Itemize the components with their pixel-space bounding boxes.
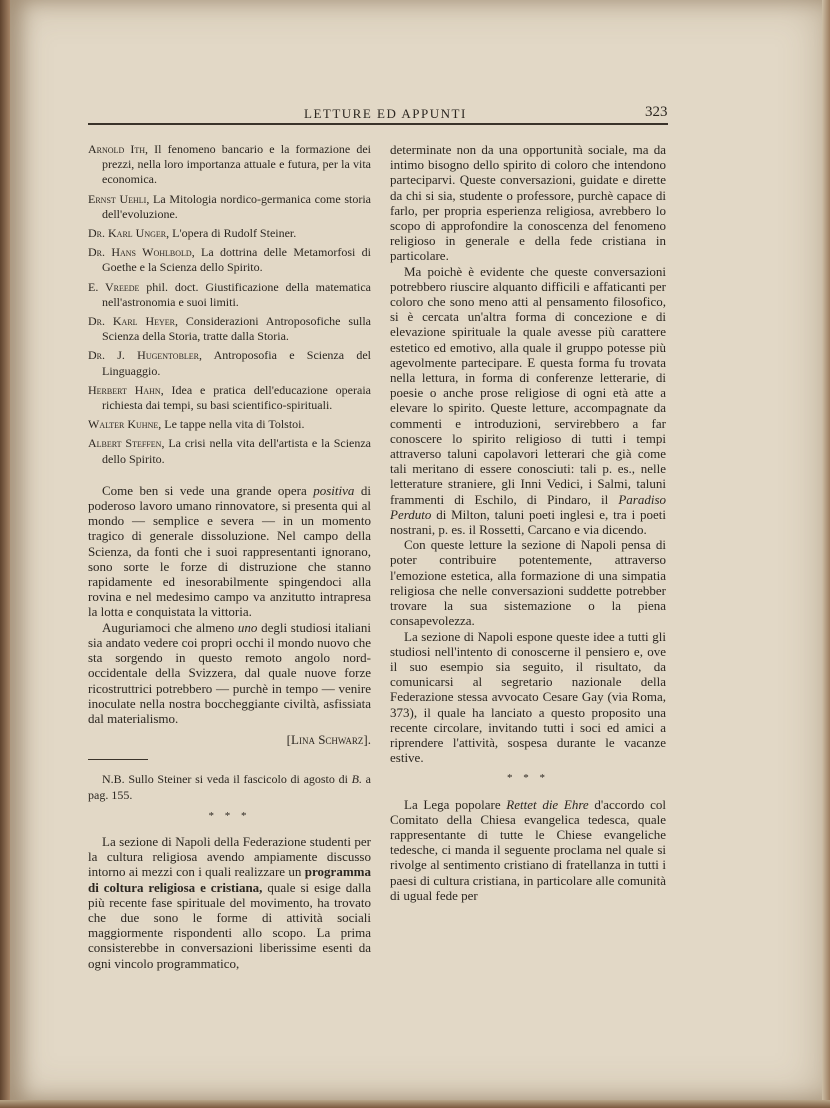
bibliography-entry [88, 226, 371, 241]
bibliography-title: , La dottrina delle Metamorfosi di Goethe e la Scienza dello Spirito. [102, 245, 372, 275]
bibliography-title: , L'opera di Rudolf Steiner. [166, 226, 297, 241]
emphasis: uno [237, 619, 258, 635]
emphasis: positiva [313, 482, 355, 498]
bibliography-author: Albert Steffen [88, 436, 162, 451]
text-run: Come ben si vede una grande opera [102, 482, 314, 498]
bibliography-entry [88, 436, 371, 466]
right-column [390, 142, 666, 903]
text-run: La sezione di Napoli della Federazione studenti per la cultura religiosa avendo ampiamente discusso intorno ai mezzi con i quali realizzare un [88, 833, 371, 880]
bibliography-author: Dr. Hans Wohlbold [88, 245, 192, 260]
text-run: a pag. 155. [88, 772, 372, 802]
bibliography-entry [88, 192, 371, 222]
page-number: 323 [645, 104, 668, 120]
bibliography-entry [88, 417, 371, 432]
paragraph: La sezione di Napoli espone queste idee a tutti gli studiosi nell'intento di conoscerne il pensiero e, ove il suo esempio sia seguito, il risultato, da comunicarsi al segretario nazionale della Federazione stessa avvocato Cesare Gay (via Roma, 373), il quale ha lanciato a questo proposito una recente circolare, invitando tutti i soci ed amici a riprendere l'attività, sospesa durante le vacanze estive. [390, 628, 666, 766]
running-head: LETTURE ED APPUNTI [304, 106, 467, 121]
bibliography-entry [88, 348, 371, 378]
author-signature [88, 732, 371, 747]
text-run: d'accordo col Comitato della Chiesa evangelica tedesca, quale rappresentante di tutte le Chiese evangeliche tedesche, ci manda il seguente proclama nel quale si rivolge al sentimento cristiano di fratellanza in tutti i paesi di cultura cristiana, in particolare alle comunità di ugual fede per [390, 796, 666, 903]
bibliography-author: Dr. Karl Heyer [88, 314, 176, 329]
book-spine-shadow [0, 0, 10, 1108]
text-run: degli studiosi italiani sia andato vedere coi propri occhi il mondo nuovo che sta sorgendo in questo remoto angolo nord-occidentale della Svizzera, dal quale nuove forze ricostruttrici potrebbero — purchè in tempo — venire inoculate nella nostra boccheggiante civiltà, asfissiata dal materialismo. [88, 619, 371, 726]
paragraph [390, 264, 666, 538]
left-column [88, 142, 371, 971]
page-right-edge [822, 0, 830, 1108]
bibliography-title: , Idea e pratica dell'educazione operaia richiesta dai tempi, su basi scientifico-spirituali. [102, 382, 371, 413]
bibliography-entry [88, 245, 371, 275]
bibliography-title: , Il fenomeno bancario e la formazione dei prezzi, nella loro importanza attuale e futura, per la vita economica. [102, 142, 371, 187]
page-header [88, 100, 668, 122]
bibliography-author: Walter Kuhne [88, 417, 159, 432]
bibliography-author: Herbert Hahn [88, 382, 161, 397]
emphasis: Rettet die Ehre [506, 796, 589, 812]
bibliography-title: , La crisi nella vita dell'artista e la Scienza dello Spirito. [102, 436, 372, 466]
bibliography-title: , Le tappe nella vita di Tolstoi. [158, 417, 305, 432]
section-separator: * * * [208, 809, 251, 822]
text-run: di Milton, taluni poeti inglesi e, tra i poeti nostrani, p. es. il Rossetti, Carcano e via dicendo. [390, 506, 666, 538]
bold-text: programma di coltura religiosa e cristiana, [88, 864, 371, 895]
bibliography-entry [88, 314, 371, 344]
text-run: Auguriamoci che almeno [102, 619, 238, 635]
paragraph [88, 483, 371, 620]
separator-rule [88, 759, 148, 760]
footnote [88, 772, 371, 802]
bibliography-author: E. Vreede [88, 279, 140, 294]
bibliography-entry [88, 280, 371, 310]
emphasis: Paradiso Perduto [390, 491, 666, 522]
text-run: La Lega popolare [404, 796, 507, 812]
bibliography-author: Dr. J. Hugentobler [88, 348, 200, 363]
text-run: quale si esige dalla più recente fase spirituale del movimento, ha trovato che due sono le forme di attività sociali maggiormente rispondenti allo scopo. La prima consisterebbe in conversazioni liberissime esenti da ogni vincolo programmatico, [88, 879, 371, 971]
paragraph [88, 620, 371, 726]
bibliography-author: Ernst Uehli [88, 191, 147, 206]
text-run: di poderoso lavoro umano rinnovatore, si presenta qui al mondo — semplice e severa — in un momento tragico di generale dissoluzione. Nel campo della Scienza, da fonti che i suoi rappresentanti ignorano, sono sorte le forze di distruzione che stanno rapidamente ed inesorabilmente spingendoci alla rovina e nel medesimo campo va anzitutto intrapresa la lotta e conquistata la vittoria. [88, 482, 371, 620]
text-run: N.B. Sullo Steiner si veda il fascicolo di agosto di [102, 772, 352, 787]
bibliography-author: Arnold Ith [88, 142, 146, 156]
section-separator: * * * [507, 772, 549, 785]
bibliography-title: , La Mitologia nordico-germanica come storia dell'evoluzione. [102, 191, 371, 221]
header-rule [88, 123, 668, 125]
bibliography-title: , Antroposofia e Scienza del Linguaggio. [102, 348, 371, 378]
bibliography-title: , Considerazioni Antroposofiche sulla Scienza della Storia, tratte dalla Storia. [102, 314, 371, 344]
text-run: Ma poichè è evidente che queste conversazioni potrebbero riuscire alquanto difficili e affaticanti per coloro che sono meno atti al pensamento filosofico, si è cercata un'altra forma di concezione e di elevazione spirituale la quale avesse più carattere estetico ed emotivo, alla quale il gruppo potesse più agevolmente partecipare. E questa forma fu trovata nella lettura, in forma di conferenze letterarie, di poesie o anche prose religiose di ogni età atte a elevare lo spirito. Queste letture, accompagnate da commenti e introduzioni, servirebbero a far conoscere lo spirito religioso di tutti i tempi attraverso taluni capolavori letterari che già come tali meritano di essere conosciuti: tali p. es., nelle letterature straniere, gli Inni Vedici, i Salmi, taluni frammenti di Eschilo, di Pindaro, il [390, 263, 666, 507]
emphasis: B. [351, 772, 362, 787]
bibliography-author: Dr. Karl Unger [88, 226, 167, 241]
bibliography-title: phil. doct. Giustificazione della matematica nell'astronomia e suoi limiti. [102, 279, 371, 309]
bibliography-entry [88, 142, 371, 188]
bibliography-list [88, 142, 371, 467]
paragraph [88, 834, 371, 971]
paragraph [390, 797, 666, 903]
paragraph: Con queste letture la sezione di Napoli pensa di poter contribuire potentemente, attraverso l'emozione estetica, alla formazione di una simpatia religiosa che nelle conversazioni suddette potrebber trovare la sua sistemazione o la piena consapevolezza. [390, 537, 666, 629]
signature-text: [Lina Schwarz]. [286, 732, 371, 748]
paragraph: determinate non da una opportunità sociale, ma da intimo bisogno dello spirito di coloro che intendono parteciparvi. Queste conversazioni, guidate e dirette da chi si sia, studente o professore, purchè capace di farlo, per propria esperienza religiosa, avrebbero lo scopo di approfondire la conoscenza del fenomeno religioso in generale e della fede cristiana in particolare. [390, 142, 666, 264]
bibliography-entry [88, 383, 371, 413]
page-bottom-edge [0, 1100, 830, 1108]
